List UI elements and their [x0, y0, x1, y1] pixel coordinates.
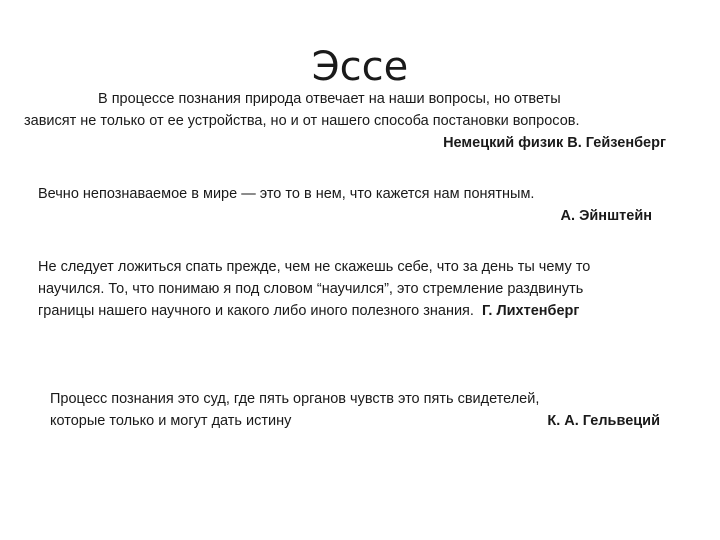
quote-lichtenberg — [38, 256, 678, 322]
quote-line-text: границы нашего научного и какого либо иного полезного знания. — [38, 303, 474, 319]
quote-line-last — [50, 410, 660, 432]
quote-einstein — [38, 183, 678, 227]
quote-line: Процесс познания это суд, где пять органов чувств это пять свидетелей, — [50, 391, 540, 407]
quote-line: научился. То, что понимаю я под словом “научился”, это стремление раздвинуть — [38, 281, 584, 297]
quote-line-text: которые только и могут дать истину — [50, 413, 292, 429]
quote-line: Не следует ложиться спать прежде, чем не скажешь себе, что за день ты чему то — [38, 259, 591, 275]
quote-author: Г. Лихтенберг — [482, 303, 580, 319]
quote-author: Немецкий физик В. Гейзенберг — [443, 135, 666, 151]
quote-line: зависят не только от ее устройства, но и от нашего способа постановки вопросов. — [24, 113, 580, 129]
quote-helvetius — [50, 388, 660, 432]
quote-author: А. Эйнштейн — [560, 208, 652, 224]
quote-line-last — [38, 300, 678, 322]
quote-line: Вечно непознаваемое в мире — это то в нем, что кажется нам понятным. — [38, 186, 535, 202]
slide-title: Эссе — [311, 44, 409, 90]
quote-heisenberg — [24, 88, 696, 154]
quote-author: К. А. Гельвеций — [547, 413, 660, 429]
quote-line: В процессе познания природа отвечает на наши вопросы, но ответы — [98, 91, 561, 107]
